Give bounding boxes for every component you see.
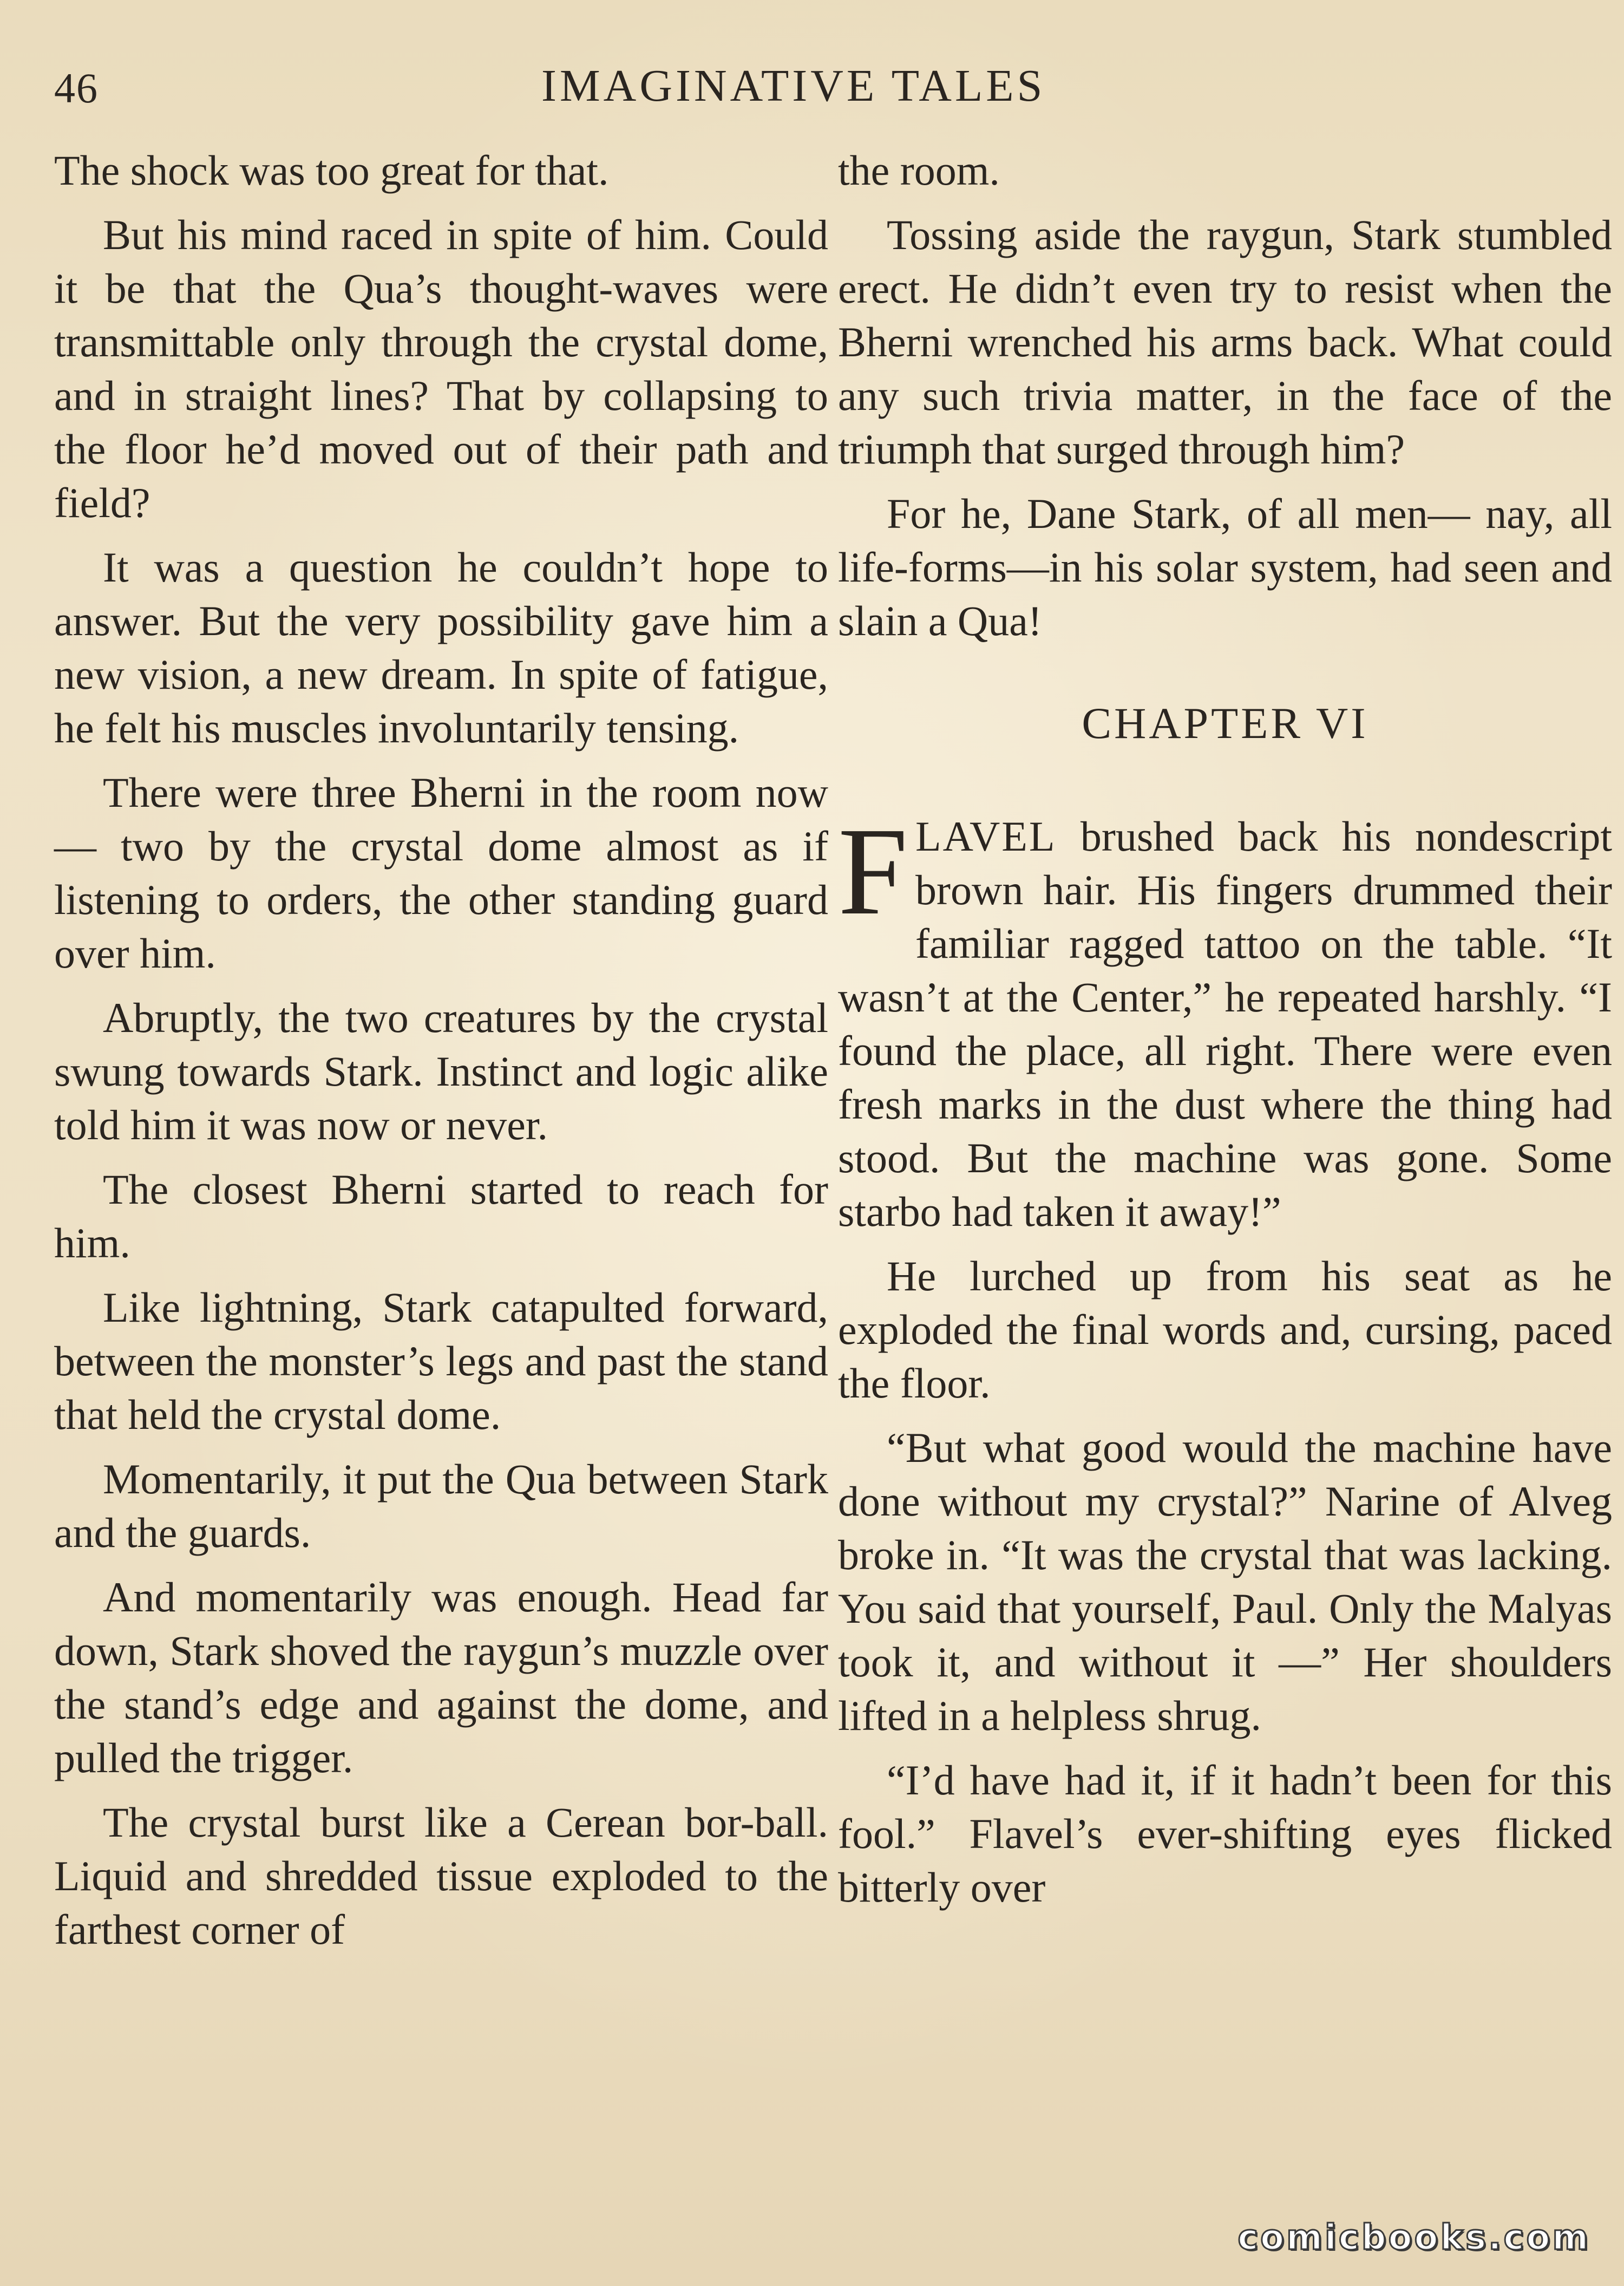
paragraph: For he, Dane Stark, of all men— nay, all life-forms—in his solar system, had seen and slain a Qua! bbox=[838, 490, 1612, 644]
paragraph: And momentarily was enough. Head far down, Stark shoved the raygun’s muzzle over the stand’s edge and against the dome, and pulled the trigger. bbox=[54, 1573, 828, 1781]
paragraph: “But what good would the machine have done without my crystal?” Narine of Alveg broke in. “It was the crystal that was lacking. You said that yourself, Paul. Only the Malyas took it, and without it —” Her shoulders lifted in a helpless shrug. bbox=[838, 1424, 1612, 1739]
paragraph: Tossing aside the raygun, Stark stumbled erect. He didn’t even try to resist when the Bherni wrenched his arms back. What could any such trivia matter, in the face of the triumph that surged through him? bbox=[838, 211, 1612, 473]
paragraph: Like lightning, Stark catapulted forward, between the monster’s legs and past the stand that held the crystal dome. bbox=[54, 1284, 828, 1438]
opening-word: LAVEL bbox=[915, 813, 1057, 860]
paragraph: “I’d have had it, if it hadn’t been for this fool.” Flavel’s ever-shifting eyes flicked bitterly over bbox=[838, 1756, 1612, 1911]
drop-cap: F bbox=[838, 802, 908, 941]
paragraph: He lurched up from his seat as he exploded the final words and, cursing, paced the floor. bbox=[838, 1252, 1612, 1407]
watermark: comicbooks.com bbox=[1237, 2218, 1590, 2258]
paragraph: the room. bbox=[838, 147, 1000, 194]
chapter-opening-paragraph bbox=[838, 802, 1612, 1238]
paragraph: But his mind raced in spite of him. Could it be that the Qua’s thought-waves were transmittable only through the crystal dome, and in straight lines? That by collapsing to the floor he’d moved out of their path and field? bbox=[54, 211, 828, 526]
paragraph: Momentarily, it put the Qua between Stark and the guards. bbox=[54, 1455, 828, 1556]
right-column bbox=[838, 143, 1612, 1925]
paragraph-text: brushed back his nondescript brown hair. His fingers drummed their familiar ragged tattoo on the table. “It wasn’t at the Center,” he repeated harshly. “I found the place, all right. There were even fresh marks in the dust where the thing had stood. But the machine was gone. Some starbo had taken it away!” bbox=[838, 813, 1612, 1235]
page-header bbox=[54, 60, 1072, 119]
paragraph: There were three Bherni in the room now — two by the crystal dome almost as if listening to orders, the other standing guard over him. bbox=[54, 769, 828, 977]
paragraph: Abruptly, the two creatures by the crystal swung towards Stark. Instinct and logic alike told him it was now or never. bbox=[54, 994, 828, 1148]
left-column bbox=[54, 143, 828, 1967]
paragraph: The shock was too great for that. bbox=[54, 147, 609, 194]
paragraph: It was a question he couldn’t hope to answer. But the very possibility gave him a new vision, a new dream. In spite of fatigue, he felt his muscles involuntarily tensing. bbox=[54, 544, 828, 752]
page-number: 46 bbox=[54, 64, 99, 112]
running-title: IMAGINATIVE TALES bbox=[541, 61, 1046, 111]
paragraph: The closest Bherni started to reach for him. bbox=[54, 1166, 828, 1266]
chapter-heading: CHAPTER VI bbox=[1082, 698, 1368, 748]
paragraph: The crystal burst like a Cerean bor-ball. Liquid and shredded tissue exploded to the farthest corner of bbox=[54, 1799, 828, 1953]
